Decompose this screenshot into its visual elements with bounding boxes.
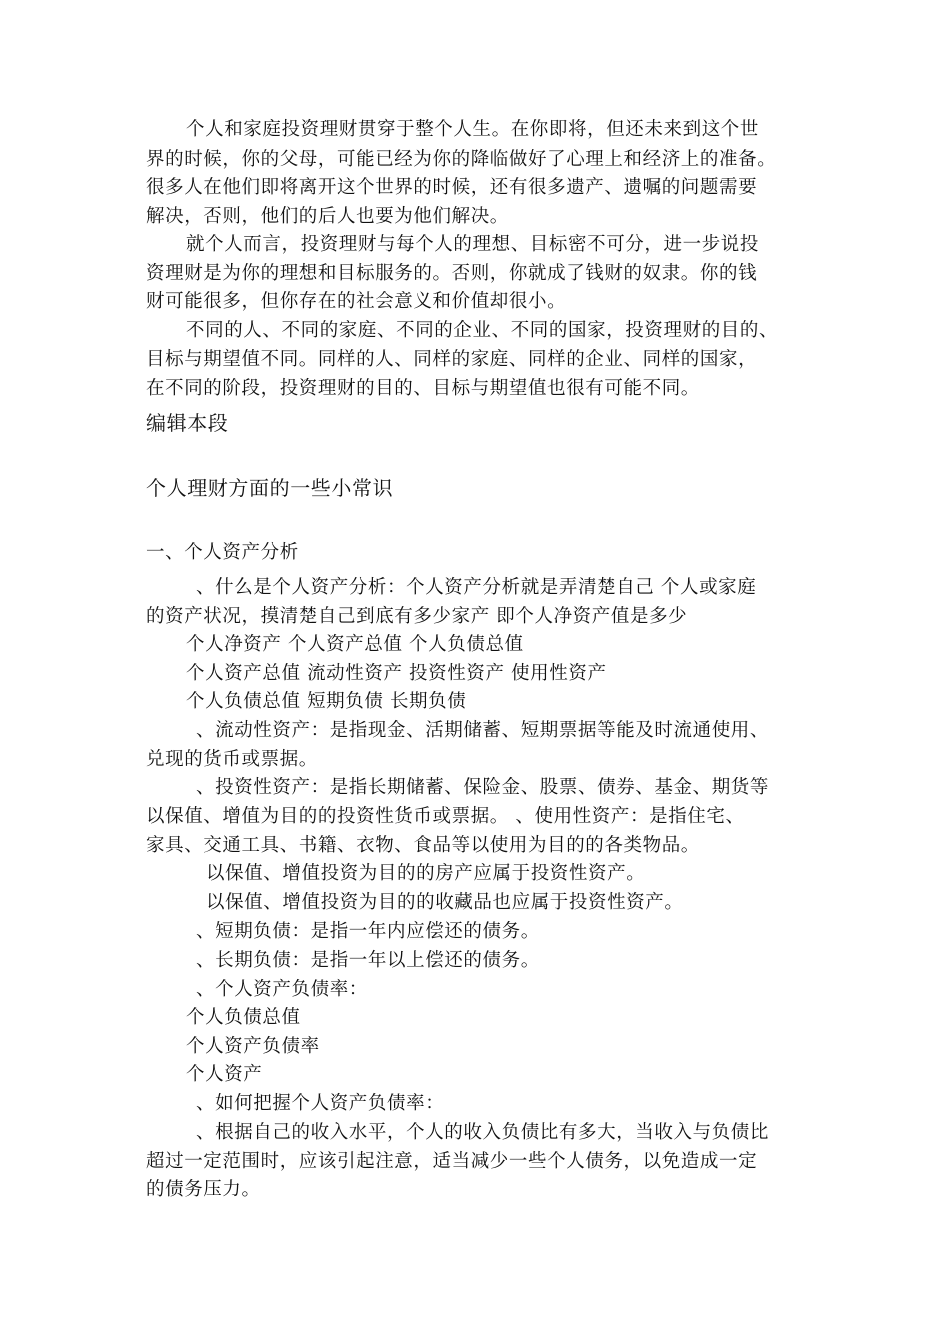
body-line: 超过一定范围时，应该引起注意，适当减少一些个人债务，以免造成一定 xyxy=(146,1151,758,1172)
paragraph-2-line: 财可能很多，但你存在的社会意义和价值却很小。 xyxy=(146,291,567,312)
body-line: 以保值、增值投资为目的的房产应属于投资性资产。 xyxy=(206,863,646,884)
paragraph-2-line: 就个人而言，投资理财与每个人的理想、目标密不可分，进一步说投 xyxy=(186,234,760,255)
body-line: 个人资产总值 流动性资产 投资性资产 使用性资产 xyxy=(186,663,607,684)
subsection-title: 一、个人资产分析 xyxy=(146,542,299,563)
body-line: 、根据自己的收入水平，个人的收入负债比有多大，当收入与负债比 xyxy=(196,1122,770,1143)
paragraph-1-line: 解决，否则，他们的后人也要为他们解决。 xyxy=(146,206,509,227)
body-line: 、什么是个人资产分析：个人资产分析就是弄清楚自己 个人或家庭 xyxy=(196,577,757,598)
body-line: 、短期负债：是指一年内应偿还的债务。 xyxy=(196,921,540,942)
paragraph-1-line: 很多人在他们即将离开这个世界的时候，还有很多遗产、遗嘱的问题需要 xyxy=(146,177,758,198)
section-title: 个人理财方面的一些小常识 xyxy=(146,476,394,500)
paragraph-3-line: 在不同的阶段，投资理财的目的、目标与期望值也很有可能不同。 xyxy=(146,378,700,399)
paragraph-1-line: 个人和家庭投资理财贯穿于整个人生。在你即将，但还未来到这个世 xyxy=(186,119,760,140)
body-line: 个人资产负债率 xyxy=(186,1036,320,1057)
body-line: 、流动性资产：是指现金、活期储蓄、短期票据等能及时流通使用、 xyxy=(196,720,770,741)
body-line: 、个人资产负债率： xyxy=(196,979,368,1000)
body-line: 的债务压力。 xyxy=(146,1179,261,1200)
body-line: 以保值、增值投资为目的的收藏品也应属于投资性资产。 xyxy=(206,892,684,913)
body-line: 、投资性资产：是指长期储蓄、保险金、股票、债券、基金、期货等 xyxy=(196,777,770,798)
paragraph-3-line: 目标与期望值不同。同样的人、同样的家庭、同样的企业、同样的国家， xyxy=(146,349,758,370)
body-line: 兑现的货币或票据。 xyxy=(146,749,318,770)
body-line: 的资产状况，摸清楚自己到底有多少家产 即个人净资产值是多少 xyxy=(146,606,688,627)
body-line: 个人资产 xyxy=(186,1064,263,1085)
paragraph-1-line: 界的时候，你的父母，可能已经为你的降临做好了心理上和经济上的准备。 xyxy=(146,149,777,170)
paragraph-3-line: 不同的人、不同的家庭、不同的企业、不同的国家，投资理财的目的、 xyxy=(186,320,779,341)
body-line: 以保值、增值为目的的投资性货币或票据。 、使用性资产：是指住宅、 xyxy=(146,806,745,827)
body-line: 个人负债总值 xyxy=(186,1007,301,1028)
edit-section-label: 编辑本段 xyxy=(146,411,229,435)
body-line: 个人负债总值 短期负债 长期负债 xyxy=(186,691,467,712)
paragraph-2-line: 资理财是为你的理想和目标服务的。否则，你就成了钱财的奴隶。你的钱 xyxy=(146,263,758,284)
body-line: 、如何把握个人资产负债率： xyxy=(196,1093,445,1114)
body-line: 家具、交通工具、书籍、衣物、食品等以使用为目的的各类物品。 xyxy=(146,835,700,856)
body-line: 、长期负债：是指一年以上偿还的债务。 xyxy=(196,950,540,971)
body-line: 个人净资产 个人资产总值 个人负债总值 xyxy=(186,634,524,655)
